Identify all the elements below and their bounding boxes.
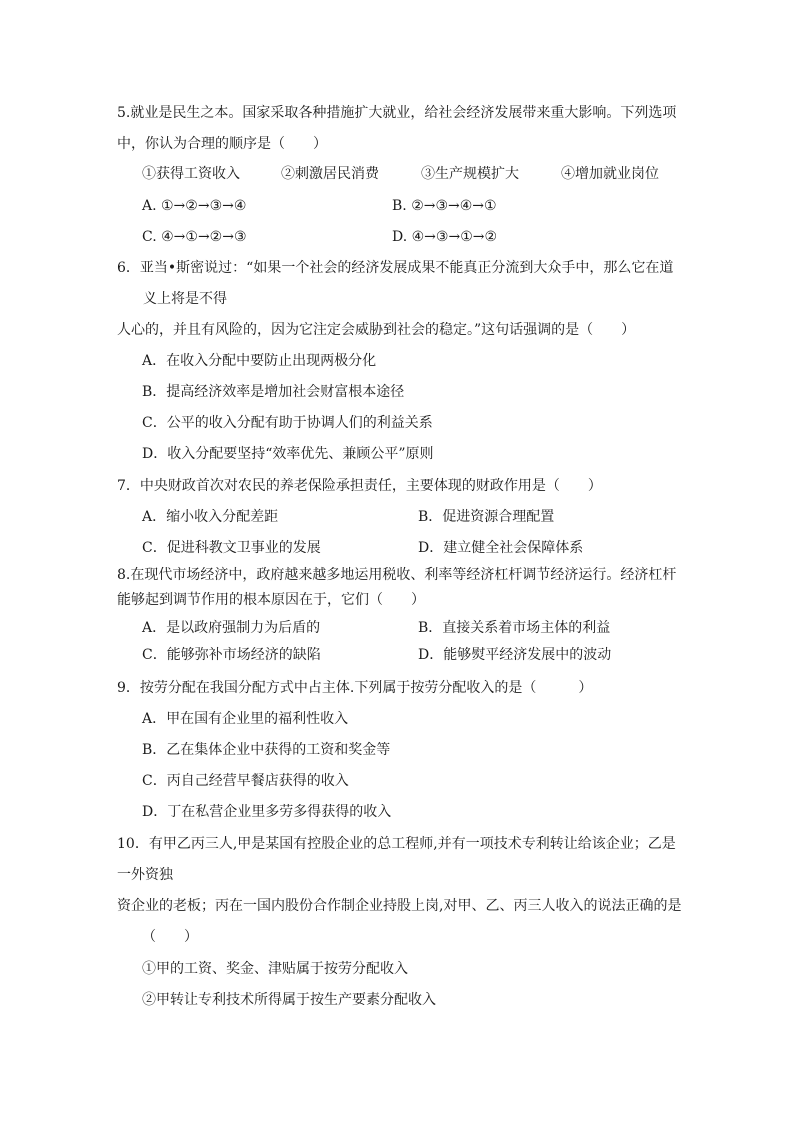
- q10-item-1: ①甲的工资、奖金、津贴属于按劳分配收入: [142, 961, 408, 977]
- q10-stem-line2: 一外资独: [117, 867, 173, 883]
- q5-option-a: A. ①→②→③→④: [142, 198, 247, 214]
- q6-option-c: C．公平的收入分配有助于协调人们的利益关系: [142, 415, 433, 431]
- q8-option-c: C．能够弥补市场经济的缺陷: [142, 647, 321, 663]
- q9-option-d: D．丁在私营企业里多劳多得获得的收入: [142, 804, 392, 820]
- q8-option-d: D．能够熨平经济发展中的波动: [418, 647, 612, 663]
- q5-item-2: ②刺激居民消费: [281, 166, 379, 182]
- q10-stem-line1: 10．有甲乙丙三人,甲是某国有控股企业的总工程师,并有一项技术专利转让给该企业；乙是: [117, 836, 676, 852]
- q8-option-b: B．直接关系着市场主体的利益: [418, 620, 611, 636]
- q10-stem-line3: 资企业的老板；丙在一国内股份合作制企业持股上岗,对甲、乙、丙三人收入的说法正确的是: [117, 898, 682, 914]
- q9-option-b: B．乙在集体企业中获得的工资和奖金等: [142, 742, 391, 758]
- q5-option-c: C. ④→①→②→③: [142, 229, 247, 245]
- q6-option-a: A．在收入分配中要防止出现两极分化: [142, 353, 377, 369]
- q5-item-4: ④增加就业岗位: [561, 166, 659, 182]
- q6-stem-line3: 人心的，并且有风险的，因为它注定会威胁到社会的稳定。”这句话强调的是（ ）: [117, 322, 636, 338]
- q7-option-d: D．建立健全社会保障体系: [418, 540, 584, 556]
- q7-option-a: A．缩小收入分配差距: [142, 509, 279, 525]
- q6-option-b: B．提高经济效率是增加社会财富根本途径: [142, 384, 405, 400]
- q5-option-b: B. ②→③→④→①: [392, 198, 497, 214]
- q7-option-b: B．促进资源合理配置: [418, 509, 555, 525]
- q7-stem: 7．中央财政首次对农民的养老保险承担责任，主要体现的财政作用是（ ）: [117, 478, 602, 494]
- q8-option-a: A．是以政府强制力为后盾的: [142, 620, 321, 636]
- q5-option-d: D. ④→③→①→②: [392, 229, 498, 245]
- q10-stem-line4: （ ）: [142, 929, 198, 945]
- q5-stem-line2: 中，你认为合理的顺序是（ ）: [117, 136, 327, 152]
- q8-stem-line2: 能够起到调节作用的根本原因在于，它们（ ）: [117, 592, 425, 608]
- q5-item-3: ③生产规模扩大: [421, 166, 519, 182]
- q9-option-c: C．丙自己经营早餐店获得的收入: [142, 773, 349, 789]
- q5-item-1: ①获得工资收入: [142, 166, 240, 182]
- q10-item-2: ②甲转让专利技术所得属于按生产要素分配收入: [142, 992, 436, 1008]
- q9-option-a: A．甲在国有企业里的福利性收入: [142, 711, 349, 727]
- q6-stem-line2: 义上将是不得: [143, 291, 227, 307]
- q6-option-d: D．收入分配要坚持“效率优先、兼顾公平”原则: [142, 446, 434, 462]
- q7-option-c: C．促进科教文卫事业的发展: [142, 540, 321, 556]
- q9-stem: 9．按劳分配在我国分配方式中占主体.下列属于按劳分配收入的是（ ）: [117, 680, 593, 696]
- q8-stem-line1: 8.在现代市场经济中，政府越来越多地运用税收、利率等经济杠杆调节经济运行。经济杠杆: [117, 567, 677, 583]
- q5-stem-line1: 5.就业是民生之本。国家采取各种措施扩大就业，给社会经济发展带来重大影响。下列选项: [117, 105, 677, 121]
- q6-stem-line1: 6．亚当•斯密说过：“如果一个社会的经济发展成果不能真正分流到大众手中，那么它在道: [117, 260, 674, 276]
